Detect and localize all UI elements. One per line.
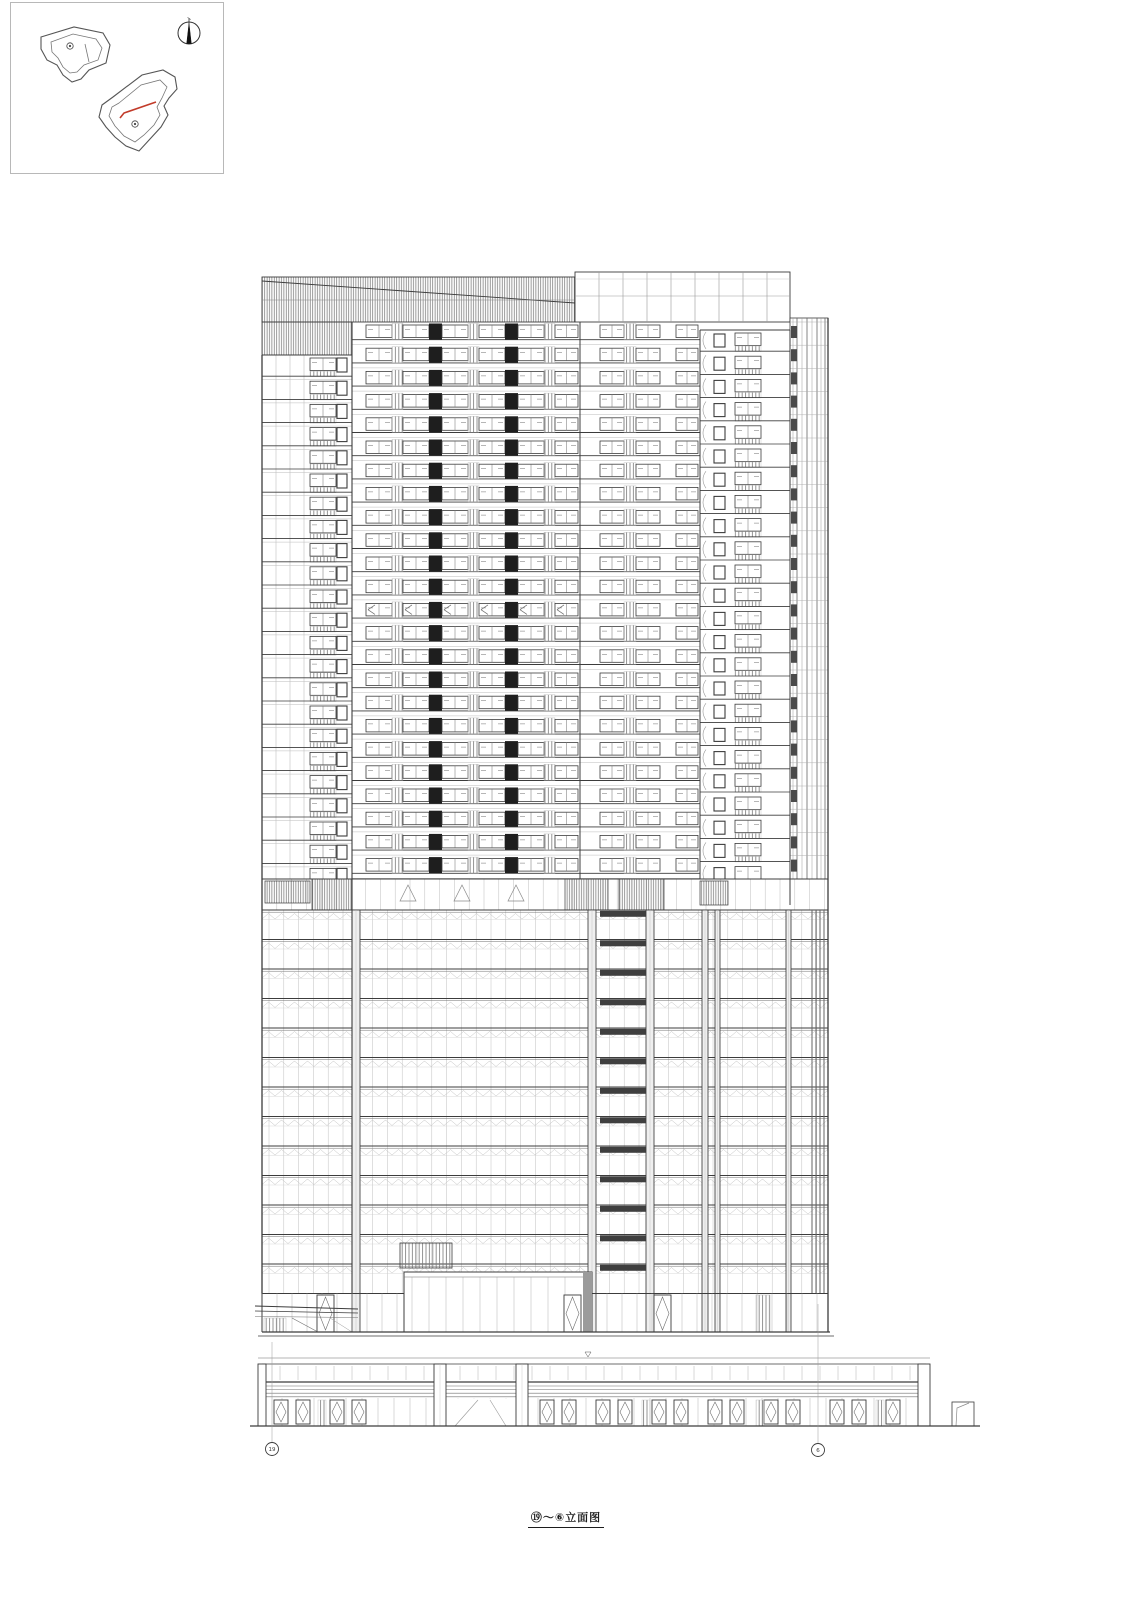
tower-mid-right-bay <box>580 324 700 879</box>
tower-center-bay <box>352 324 580 879</box>
drawing-caption: ⑲～⑥立面图 <box>528 1509 604 1528</box>
grid-bubble-label: 6 <box>816 1448 820 1454</box>
street-canopy-strip <box>250 1352 980 1427</box>
tower-left-wing <box>262 355 352 890</box>
tower-crown <box>262 272 790 355</box>
grid-bubble-label: 19 <box>268 1447 276 1453</box>
tower-right-wing <box>700 330 790 885</box>
transfer-band <box>262 879 828 910</box>
caption-row <box>0 1506 1132 1528</box>
podium-floors <box>262 910 828 1332</box>
tower-side-wall <box>790 318 828 905</box>
